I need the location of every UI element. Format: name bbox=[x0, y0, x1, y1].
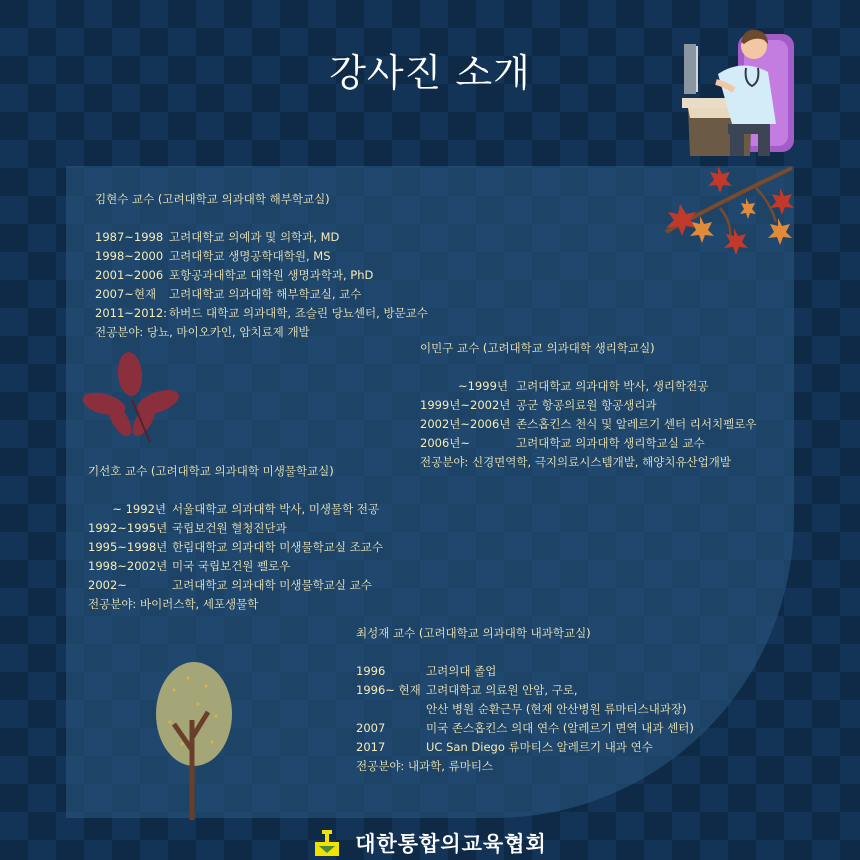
history-year: 1992~1995년 bbox=[88, 521, 168, 535]
association-logo-icon bbox=[313, 830, 341, 856]
history-row bbox=[420, 377, 756, 396]
history-year: 1999년~2002년 bbox=[420, 398, 511, 412]
history-row bbox=[356, 719, 694, 738]
history-desc: 미국 국립보건원 펠로우 bbox=[172, 559, 291, 573]
history-desc: 미국 존스홉킨스 의대 연수 (알레르기 면역 내과 센터) bbox=[426, 721, 694, 735]
history-row bbox=[88, 538, 383, 557]
history-year: ~ 1992년 bbox=[112, 502, 166, 516]
history-row bbox=[356, 700, 694, 719]
history-row bbox=[420, 434, 756, 453]
history-row bbox=[420, 396, 756, 415]
history-desc: 고려대학교 의료원 안암, 구로, bbox=[426, 683, 578, 697]
history-desc: 공군 항공의료원 항공생리과 bbox=[516, 398, 657, 412]
history-row bbox=[95, 266, 428, 285]
footer bbox=[0, 828, 860, 860]
professor-card bbox=[420, 339, 756, 472]
history-row bbox=[95, 285, 428, 304]
history-row bbox=[356, 738, 694, 757]
history-row bbox=[95, 228, 428, 247]
doctor-illustration bbox=[680, 20, 800, 160]
history-year: 2002~ bbox=[88, 578, 127, 592]
history-year: 2001~2006 bbox=[95, 268, 164, 282]
history-year: 1995~1998년 bbox=[88, 540, 168, 554]
association-name: 대한통합의교육협회 bbox=[355, 832, 547, 856]
history-desc: 고려대학교 의과대학 생리학교실 교수 bbox=[516, 436, 705, 450]
professor-card bbox=[88, 462, 383, 614]
professor-card bbox=[356, 624, 694, 776]
professor-name: 기선호 교수 (고려대학교 의과대학 미생물학교실) bbox=[88, 464, 334, 478]
history-row bbox=[88, 576, 383, 595]
specialty: 전공분야: 바이러스학, 세포생물학 bbox=[88, 597, 259, 611]
history-desc: 존스홉킨스 천식 및 알레르기 센터 리서치펠로우 bbox=[516, 417, 757, 431]
history-desc: 한림대학교 의과대학 미생물학교실 조교수 bbox=[172, 540, 383, 554]
specialty: 전공분야: 내과학, 류마티스 bbox=[356, 759, 494, 773]
page-title: 강사진 소개 bbox=[329, 51, 531, 95]
history-desc: 고려대학교 의과대학 미생물학교실 교수 bbox=[172, 578, 372, 592]
history-year: 1998~2000 bbox=[95, 249, 164, 263]
history-year: 2006년~ bbox=[420, 436, 471, 450]
history-row bbox=[356, 681, 694, 700]
professor-name: 이민구 교수 (고려대학교 의과대학 생리학교실) bbox=[420, 341, 655, 355]
history-row bbox=[356, 662, 694, 681]
history-row bbox=[88, 500, 383, 519]
leaf-illustration bbox=[80, 352, 180, 444]
history-year: 1996 bbox=[356, 664, 386, 678]
history-desc: 안산 병원 순환근무 (현재 안산병원 류마티스내과장) bbox=[426, 702, 687, 716]
history-row bbox=[88, 557, 383, 576]
history-desc: 국립보건원 혈청진단과 bbox=[172, 521, 287, 535]
tree-illustration bbox=[152, 660, 236, 820]
history-year: 2017 bbox=[356, 740, 386, 754]
history-desc: 서울대학교 의과대학 박사, 미생물학 전공 bbox=[172, 502, 380, 516]
history-year: 1998~2002년 bbox=[88, 559, 168, 573]
professor-name: 최성재 교수 (고려대학교 의과대학 내과학교실) bbox=[356, 626, 591, 640]
history-desc: 고려대학교 의예과 및 의학과, MD bbox=[169, 230, 340, 244]
history-row bbox=[88, 519, 383, 538]
professor-name: 김현수 교수 (고려대학교 의과대학 해부학교실) bbox=[95, 192, 330, 206]
history-row bbox=[420, 415, 756, 434]
history-year: 2007~현재 bbox=[95, 287, 157, 301]
specialty: 전공분야: 신경면역학, 극지의료시스템개발, 해양치유산업개발 bbox=[420, 455, 731, 469]
history-desc: 고려의대 졸업 bbox=[426, 664, 497, 678]
history-year: ~1999년 bbox=[457, 379, 508, 393]
history-desc: UC San Diego 류마티스 알레르기 내과 연수 bbox=[426, 740, 653, 754]
maple-branch-illustration bbox=[660, 162, 800, 262]
history-year: 2002년~2006년 bbox=[420, 417, 511, 431]
history-desc: 포항공과대학교 대학원 생명과학과, PhD bbox=[169, 268, 374, 282]
history-desc: 고려대학교 의과대학 박사, 생리학전공 bbox=[516, 379, 709, 393]
history-desc: 고려대학교 의과대학 해부학교실, 교수 bbox=[169, 287, 362, 301]
history-year: 2007 bbox=[356, 721, 386, 735]
professor-card bbox=[95, 190, 428, 342]
history-year: 1987~1998 bbox=[95, 230, 164, 244]
history-year: 1996~ 현재 bbox=[356, 683, 421, 697]
history-year: 2011~2012: bbox=[95, 306, 168, 320]
history-desc: 하버드 대학교 의과대학, 죠슬린 당뇨센터, 방문교수 bbox=[169, 306, 428, 320]
specialty: 전공분야: 당뇨, 마이오카인, 암치료제 개발 bbox=[95, 325, 310, 339]
history-desc: 고려대학교 생명공학대학원, MS bbox=[169, 249, 331, 263]
history-row bbox=[95, 304, 428, 323]
history-row bbox=[95, 247, 428, 266]
history-year bbox=[356, 700, 426, 719]
